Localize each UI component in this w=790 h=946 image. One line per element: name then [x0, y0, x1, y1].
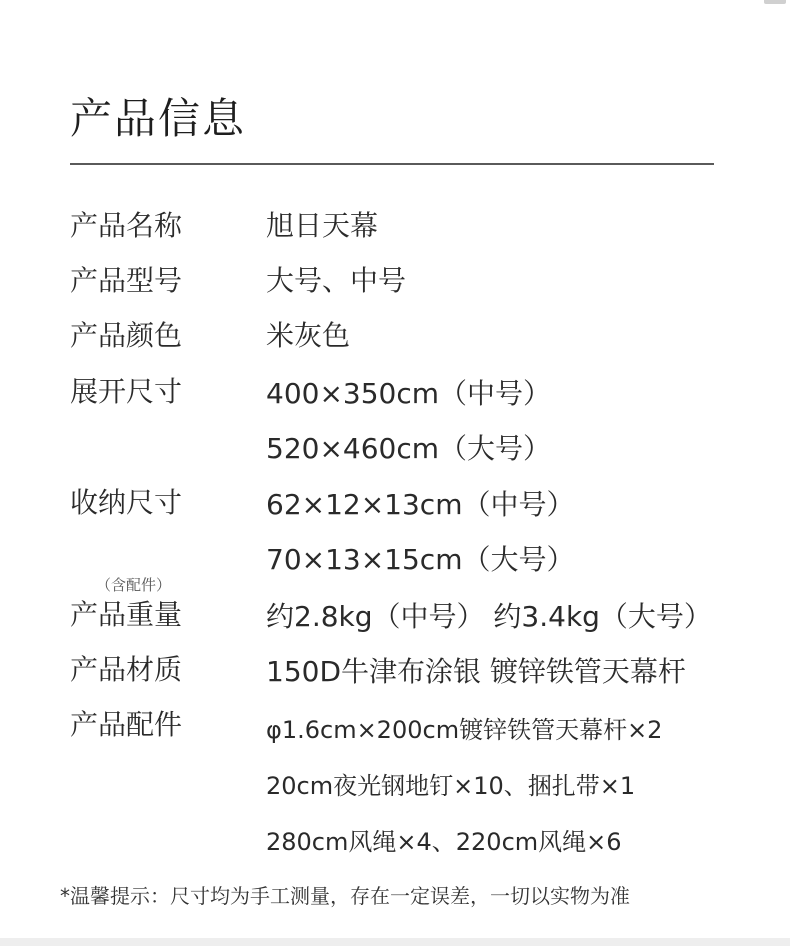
spec-value-material: 150D牛津布涂银 镀锌铁管天幕杆 [266, 655, 686, 688]
spec-value-name: 旭日天幕 [266, 209, 379, 242]
footnote-tip: *温馨提示：尺寸均为手工测量，存在一定误差，一切以实物为准 [60, 884, 630, 908]
spec-label-model: 产品型号 [70, 264, 183, 297]
page-title: 产品信息 [70, 94, 247, 143]
spec-value-pack-size-large: 70×13×15cm（大号） [266, 543, 575, 576]
spec-value-open-size-large: 520×460cm（大号） [266, 432, 552, 465]
corner-mark [764, 0, 786, 4]
spec-value-open-size-medium: 400×350cm（中号） [266, 377, 552, 410]
spec-value-pack-size-medium: 62×12×13cm（中号） [266, 488, 575, 521]
title-divider [70, 163, 714, 165]
spec-label-color: 产品颜色 [70, 319, 183, 352]
spec-label-name: 产品名称 [70, 209, 183, 242]
spec-value-accessories-2: 20cm夜光钢地钉×10、捆扎带×1 [266, 772, 636, 800]
spec-value-accessories-1: φ1.6cm×200cm镀锌铁管天幕杆×2 [266, 716, 663, 744]
bottom-bar [0, 938, 790, 946]
spec-value-model: 大号、中号 [266, 264, 407, 297]
spec-value-color: 米灰色 [266, 319, 351, 352]
spec-note-weight: （含配件） [96, 576, 172, 594]
spec-label-open-size: 展开尺寸 [70, 375, 183, 408]
spec-value-weight: 约2.8kg（中号） 约3.4kg（大号） [266, 600, 712, 633]
spec-label-material: 产品材质 [70, 653, 183, 686]
spec-value-accessories-3: 280cm风绳×4、220cm风绳×6 [266, 828, 622, 856]
spec-label-accessories: 产品配件 [70, 708, 183, 741]
spec-label-pack-size: 收纳尺寸 [70, 486, 183, 519]
spec-label-weight: 产品重量 [70, 598, 183, 631]
